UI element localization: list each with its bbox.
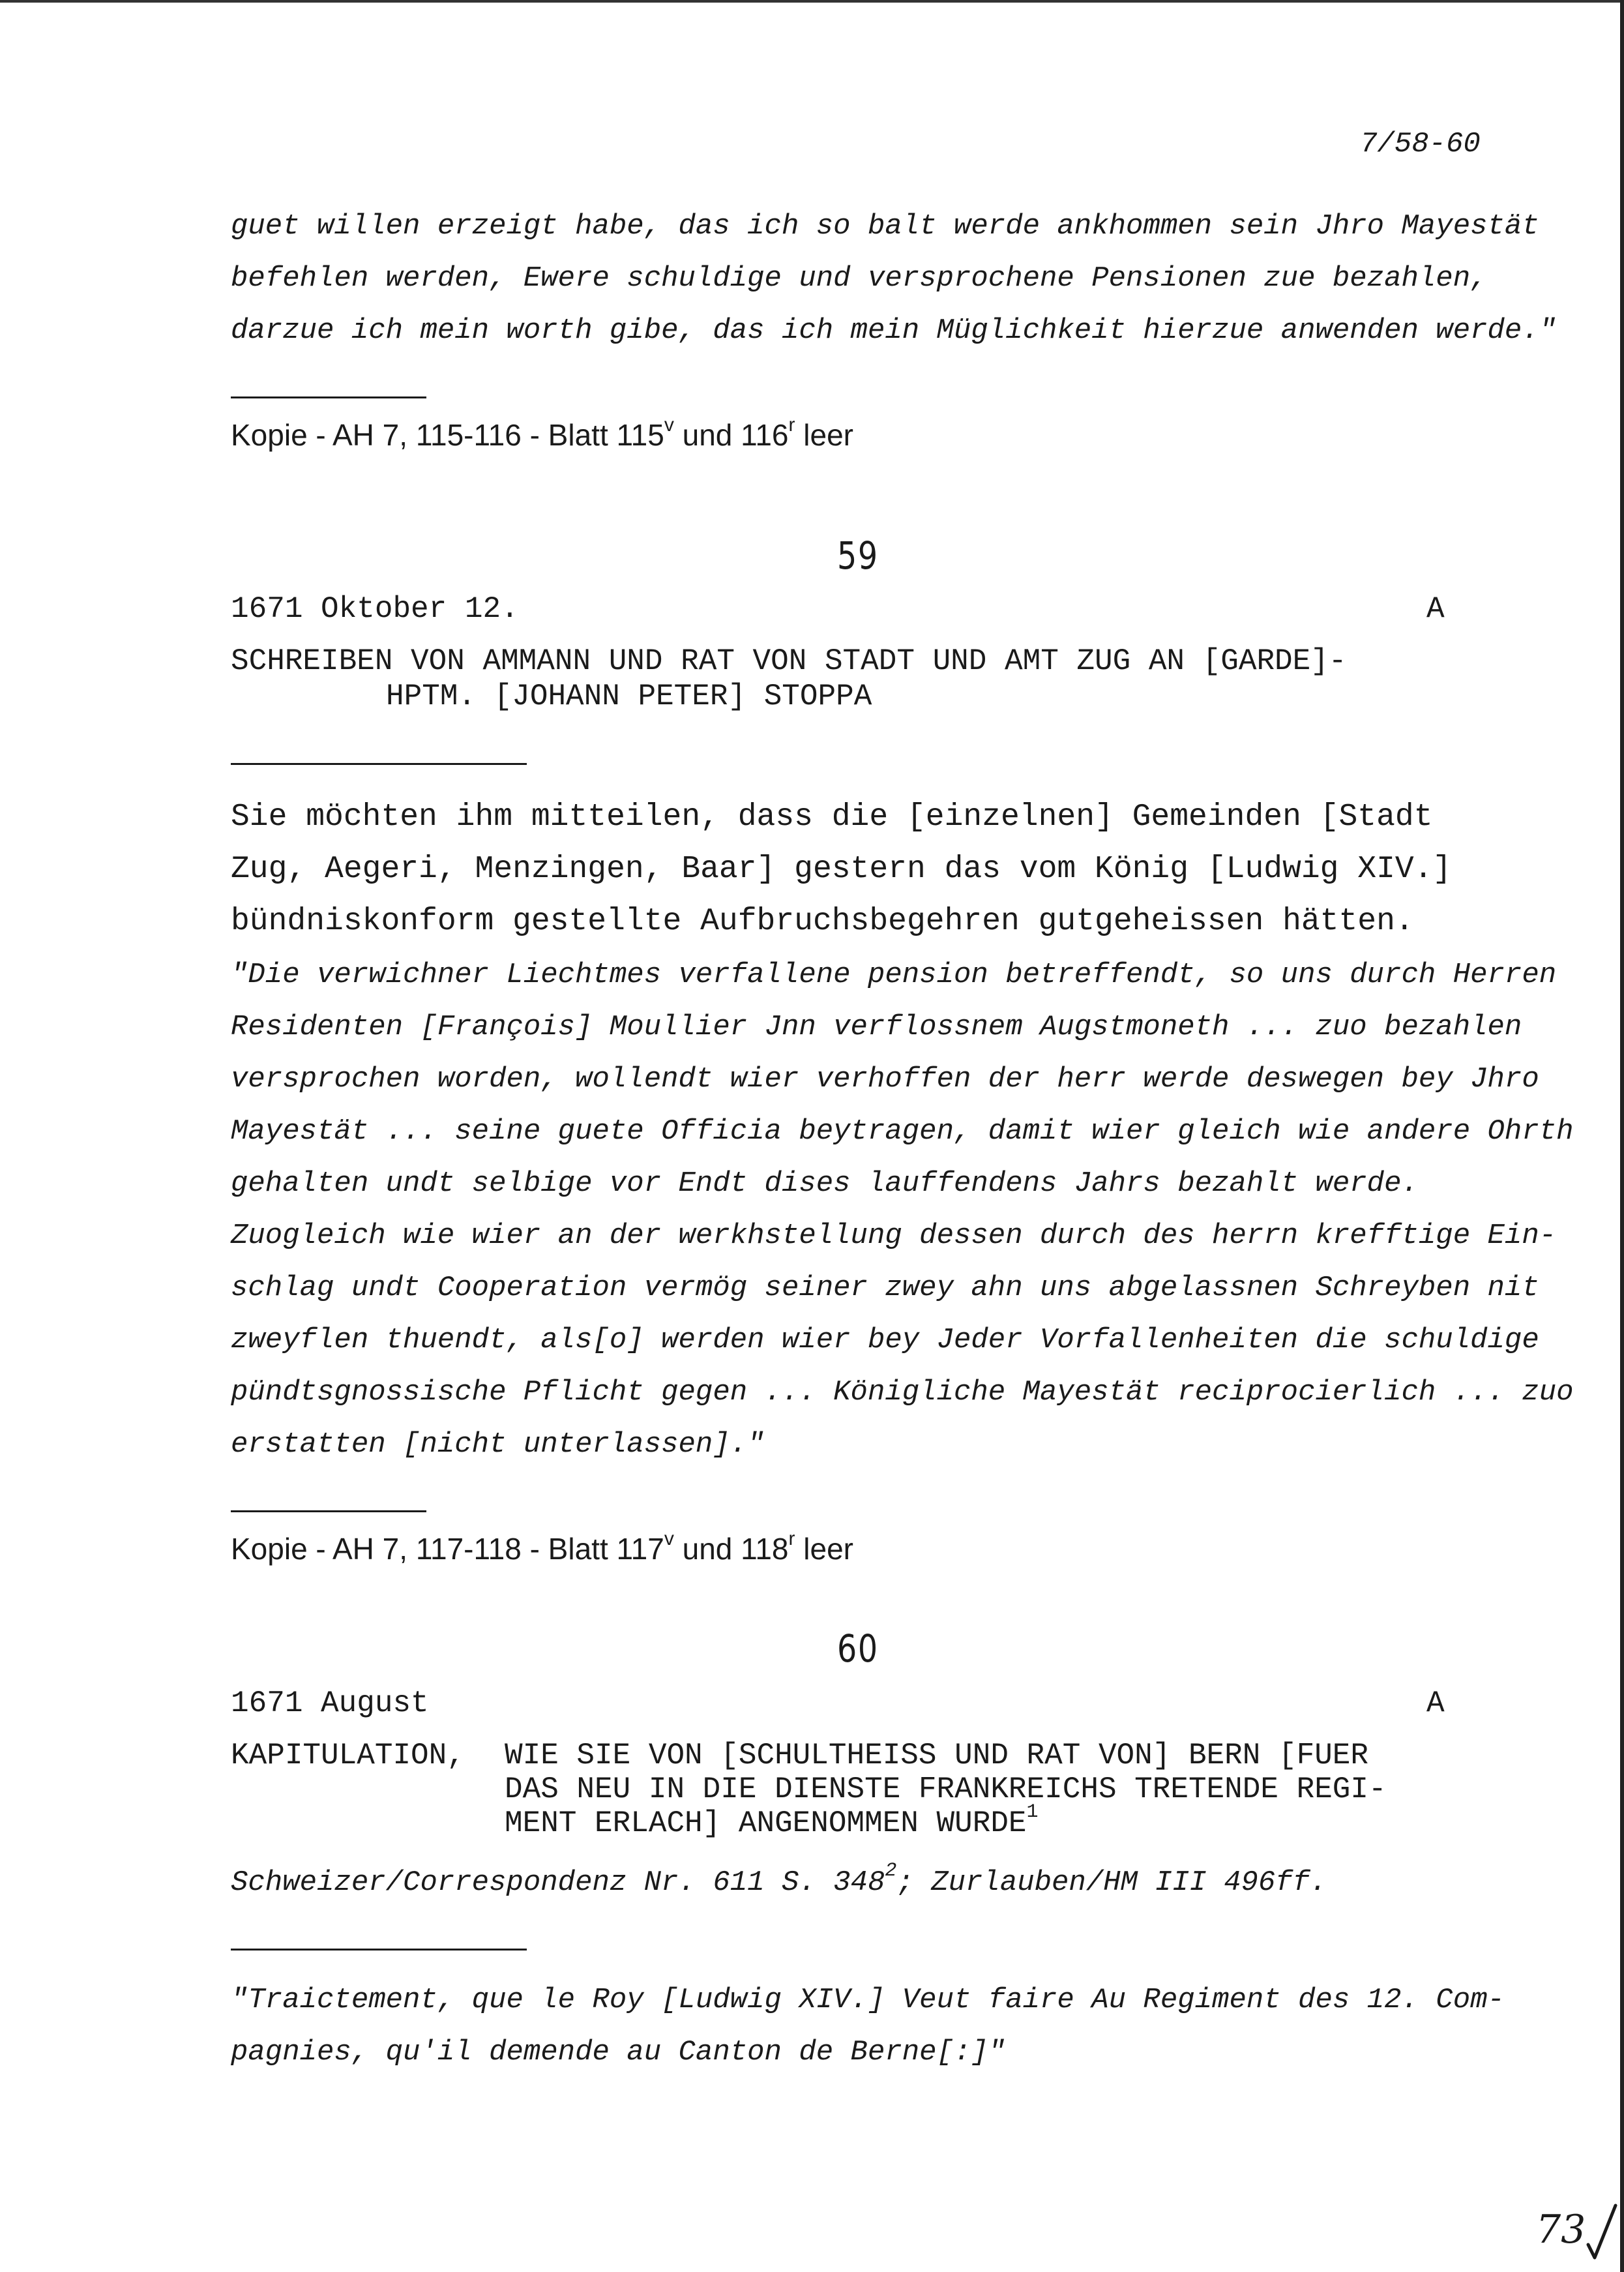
doc59-quote-line-7: schlag undt Cooperation vermög seiner zwey ahn uns abgelassnen Schreyben nit: [231, 1272, 1539, 1304]
doc58-line-3: darzue ich mein worth gibe, das ich mein Müglichkeit hierzue anwenden werde.": [231, 314, 1557, 347]
doc58-source-rule: [231, 396, 426, 398]
doc59-quote-line-9: pündtsgnossische Pflicht gegen ... Königliche Mayestät reciprocierlich ... zuo: [231, 1376, 1574, 1409]
page-top-edge: [0, 0, 1624, 3]
doc59-quote-line-4: Mayestät ... seine guete Officia beytragen, damit wier gleich wie andere Ohrth: [231, 1115, 1574, 1148]
doc60-title-label: KAPITULATION,: [231, 1739, 465, 1772]
doc58-line-1: guet willen erzeigt habe, das ich so balt werde ankhommen sein Jhro Mayestät: [231, 210, 1539, 243]
doc60-reference-part1: Schweizer/Correspondenz Nr. 611 S. 348: [231, 1866, 885, 1899]
doc59-source-suffix: leer: [795, 1532, 853, 1566]
doc60-title-line-2: DAS NEU IN DIE DIENSTE FRANKREICHS TRETENDE REGI-: [505, 1772, 1387, 1806]
doc58-source-mid: und 116: [673, 418, 789, 452]
check-mark-icon: [1586, 2202, 1618, 2260]
doc60-reference-sup: 2: [885, 1860, 897, 1882]
doc59-quote-line-3: versprochen worden, wollendt wier verhoffen der herr werde deswegen bey Jhro: [231, 1063, 1539, 1096]
doc59-quote-line-5: gehalten undt selbige vor Endt dises lauffendens Jahrs bezahlt werde.: [231, 1167, 1419, 1200]
doc60-reference: [231, 1860, 1327, 1899]
doc59-source-sup1: v: [664, 1528, 674, 1549]
doc60-quote-line-2: pagnies, qu'il demende au Canton de Berne[:]": [231, 2036, 1006, 2069]
doc58-source-sup1: v: [664, 414, 674, 436]
doc59-source: [231, 1528, 853, 1566]
doc59-source-mid: und 118: [673, 1532, 789, 1566]
doc60-rule: [231, 1949, 527, 1951]
doc59-source-rule: [231, 1510, 426, 1512]
doc59-quote-line-1: "Die verwichner Liechtmes verfallene pension betreffendt, so uns durch Herren: [231, 959, 1557, 991]
doc58-source-suffix: leer: [795, 418, 853, 452]
doc59-title-rule: [231, 763, 527, 765]
doc59-source-sup2: r: [788, 1528, 795, 1549]
doc60-title-line-3-wrap: [505, 1801, 1039, 1840]
doc59-number: 59: [837, 533, 879, 578]
doc60-title-line-1: WIE SIE VON [SCHULTHEISS UND RAT VON] BERN [FUER: [505, 1739, 1369, 1772]
doc60-letter: A: [1426, 1686, 1445, 1720]
doc59-title-line-1: SCHREIBEN VON AMMANN UND RAT VON STADT UND AMT ZUG AN [GARDE]-: [231, 644, 1347, 678]
doc58-line-2: befehlen werden, Ewere schuldige und versprochene Pensionen zue bezahlen,: [231, 262, 1488, 295]
doc60-title-line-3: MENT ERLACH] ANGENOMMEN WURDE: [505, 1806, 1027, 1840]
doc58-source-prefix: Kopie - AH 7, 115-116 - Blatt 115: [231, 418, 664, 452]
doc59-summary-line-3: bündniskonform gestellte Aufbruchsbegehren gutgeheissen hätten.: [231, 904, 1414, 939]
doc60-title-footnote-sup: 1: [1026, 1801, 1039, 1823]
doc59-quote-line-10: erstatten [nicht unterlassen].": [231, 1428, 765, 1461]
doc59-quote-line-6: Zuogleich wie wier an der werkhstellung dessen durch des herrn krefftige Ein-: [231, 1219, 1557, 1252]
doc59-date: 1671 Oktober 12.: [231, 592, 519, 626]
doc58-source-sup2: r: [788, 414, 795, 436]
corner-folio-mark: 73: [1536, 2207, 1586, 2252]
page-right-edge: [1620, 0, 1624, 2272]
doc60-number: 60: [837, 1626, 879, 1671]
page-reference: 7/58-60: [1360, 128, 1481, 160]
doc60-quote-line-1: "Traictement, que le Roy [Ludwig XIV.] Veut faire Au Regiment des 12. Com-: [231, 1984, 1505, 2016]
doc59-summary-line-1: Sie möchten ihm mitteilen, dass die [einzelnen] Gemeinden [Stadt: [231, 800, 1433, 835]
doc60-reference-part2: ; Zurlauben/HM III 496ff.: [896, 1866, 1327, 1899]
doc59-quote-line-2: Residenten [François] Moullier Jnn verflossnem Augstmoneth ... zuo bezahlen: [231, 1011, 1522, 1043]
doc60-date: 1671 August: [231, 1686, 429, 1720]
doc58-source: [231, 414, 853, 453]
doc59-source-prefix: Kopie - AH 7, 117-118 - Blatt 117: [231, 1532, 664, 1566]
doc59-quote-line-8: zweyflen thuendt, als[o] werden wier bey Jeder Vorfallenheiten die schuldige: [231, 1324, 1539, 1356]
doc59-letter: A: [1426, 592, 1445, 626]
doc59-summary-line-2: Zug, Aegeri, Menzingen, Baar] gestern das vom König [Ludwig XIV.]: [231, 852, 1452, 887]
doc59-title-line-2: HPTM. [JOHANN PETER] STOPPA: [386, 680, 872, 713]
